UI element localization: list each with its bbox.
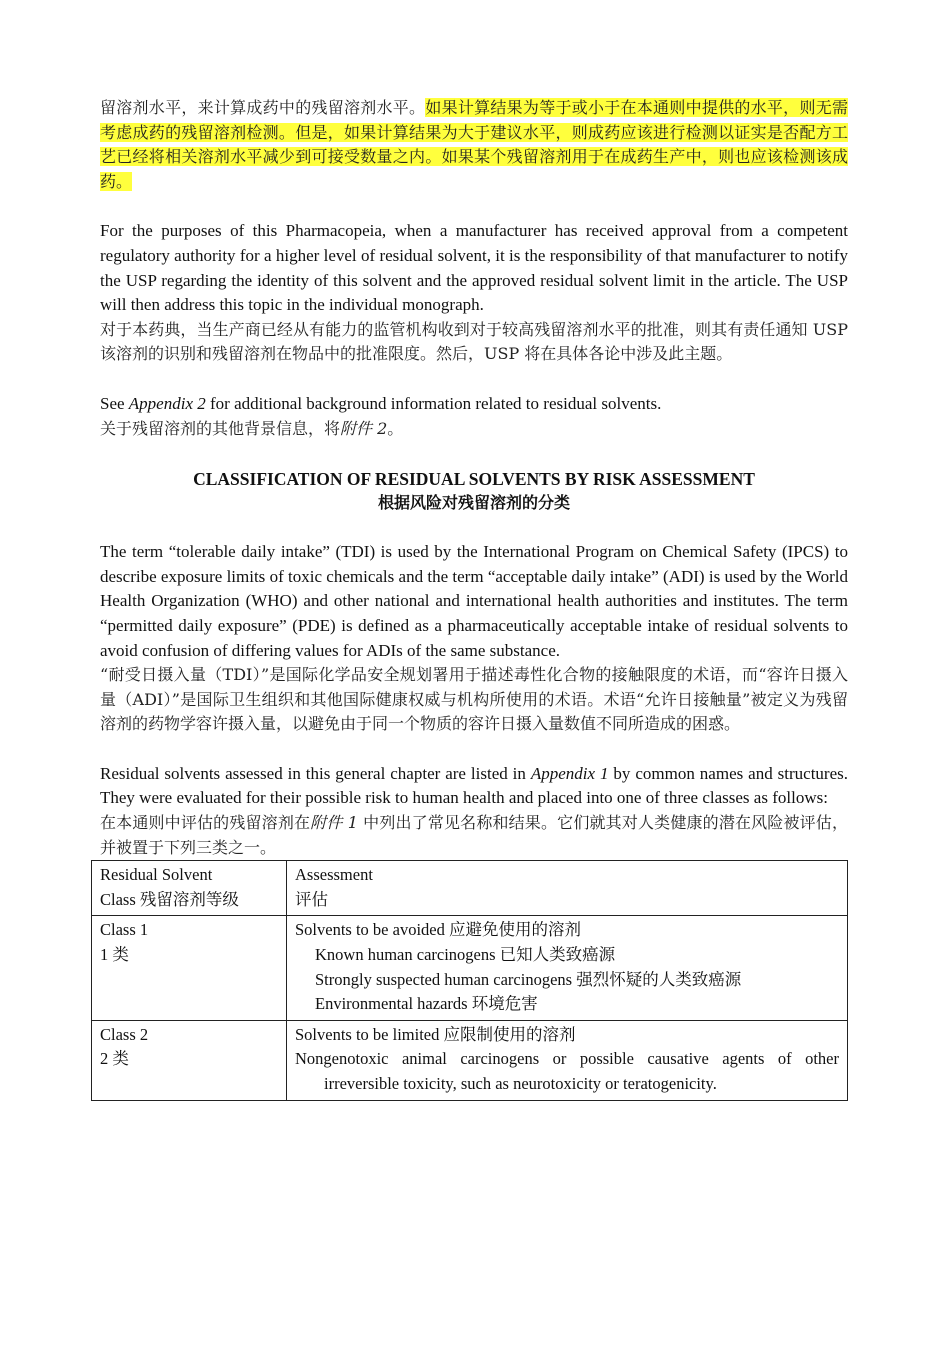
table-row bbox=[92, 1020, 848, 1100]
paragraph-zh-2: 对于本药典，当生产商已经从有能力的监管机构收到对于较高残留溶剂水平的批准，则其有责任通知 USP 该溶剂的识别和残留溶剂在物品中的批准限度。然后，USP 将在具体各论中涉及此主题。 bbox=[100, 319, 848, 364]
header-cell-class: Residual Solvent Class 残留溶剂等级 bbox=[92, 861, 287, 916]
table-row bbox=[92, 916, 848, 1020]
class-1-item: Environmental hazards 环境危害 bbox=[315, 994, 538, 1014]
class-1-title: Solvents to be avoided 应避免使用的溶剂 bbox=[295, 920, 581, 940]
paragraph-zh-3: “耐受日摄入量（TDI）”是国际化学品安全规划署用于描述毒性化合物的接触限度的术语，而“容许日摄入量（ADI）”是国际卫生组织和其他国际健康权威与机构所使用的术语。术语“允许日接触量”被定义为残留溶剂的药物学容许摄入量，以避免由于同一个物质的容许日摄入量数值不同所造成的困惑。 bbox=[100, 665, 848, 734]
appendix-1-ref-zh: 附件 1 bbox=[310, 813, 358, 833]
paragraph-en-4: Residual solvents assessed in this general chapter are listed in Appendix 1 by common names and structures. They were evaluated for their possible risk to human health and placed into one of three classes as follows: bbox=[100, 763, 848, 808]
class-1-item: Strongly suspected human carcinogens 强烈怀疑的人类致癌源 bbox=[315, 969, 742, 989]
document-page bbox=[100, 96, 848, 1101]
class-1-item: Known human carcinogens 已知人类致癌源 bbox=[315, 945, 616, 965]
solvent-class-table bbox=[91, 860, 848, 1100]
class-2-assessment-cell bbox=[287, 1020, 848, 1100]
section-heading-en: CLASSIFICATION OF RESIDUAL SOLVENTS BY RISK ASSESSMENT bbox=[193, 469, 755, 490]
see-appendix-zh: 关于残留溶剂的其他背景信息，将附件 2。 bbox=[100, 418, 404, 438]
class-2-title: Solvents to be limited 应限制使用的溶剂 bbox=[295, 1024, 576, 1044]
see-appendix-en: See Appendix 2 for additional background information related to residual solvents. bbox=[100, 393, 662, 413]
paragraph-zh-1 bbox=[100, 96, 848, 194]
paragraph-en-3: The term “tolerable daily intake” (TDI) is used by the International Program on Chemical Safety (IPCS) to describe exposure limits of toxic chemicals and the term “acceptable daily intake” (ADI) is used by the World Health Organization (WHO) and other national and international health authorities and institutes. The term “permitted daily exposure” (PDE) is defined as a pharmaceutically acceptable intake of residual solvents to avoid confusion of differing values for ADIs of the same substance. bbox=[100, 542, 848, 660]
class-1-assessment-cell bbox=[287, 916, 848, 1020]
class-2-detail: Nongenotoxic animal carcinogens or possible causative agents of other irreversible toxicity, such as neurotoxicity or teratogenicity. bbox=[295, 1049, 839, 1093]
paragraph-zh-1-plain: 留溶剂水平，来计算成药中的残留溶剂水平。 bbox=[100, 98, 426, 117]
header-cell-assessment: Assessment 评估 bbox=[287, 861, 848, 916]
appendix-1-ref: Appendix 1 bbox=[530, 763, 609, 783]
appendix-2-ref-zh: 附件 2 bbox=[340, 418, 388, 438]
paragraph-zh-4: 在本通则中评估的残留溶剂在附件 1 中列出了常见名称和结果。它们就其对人类健康的潜在风险被评估，并被置于下列三类之一。 bbox=[100, 813, 848, 857]
table-header-row bbox=[92, 861, 848, 916]
class-1-label-cell: Class 1 1 类 bbox=[92, 916, 287, 1020]
appendix-2-ref: Appendix 2 bbox=[128, 393, 206, 413]
highlighted-text: 如果计算结果为等于或小于在本通则中提供的水平，则无需考虑成药的残留溶剂检测。但是，如果计算结果为大于建议水平，则成药应该进行检测以证实是否配方工艺已经将相关溶剂水平减少到可接受数量之内。如果某个残留溶剂用于在成药生产中，则也应该检测该成药。 bbox=[100, 98, 848, 191]
section-heading-zh: 根据风险对残留溶剂的分类 bbox=[377, 493, 570, 513]
paragraph-en-2: For the purposes of this Pharmacopeia, when a manufacturer has received approval from a competent regulatory authority for a higher level of residual solvent, it is the responsibility of that manufacturer to notify the USP regarding the identity of this solvent and the approved residual solvent limit in the article. The USP will then address this topic in the individual monograph. bbox=[100, 221, 848, 315]
class-2-label-cell: Class 2 2 类 bbox=[92, 1020, 287, 1100]
